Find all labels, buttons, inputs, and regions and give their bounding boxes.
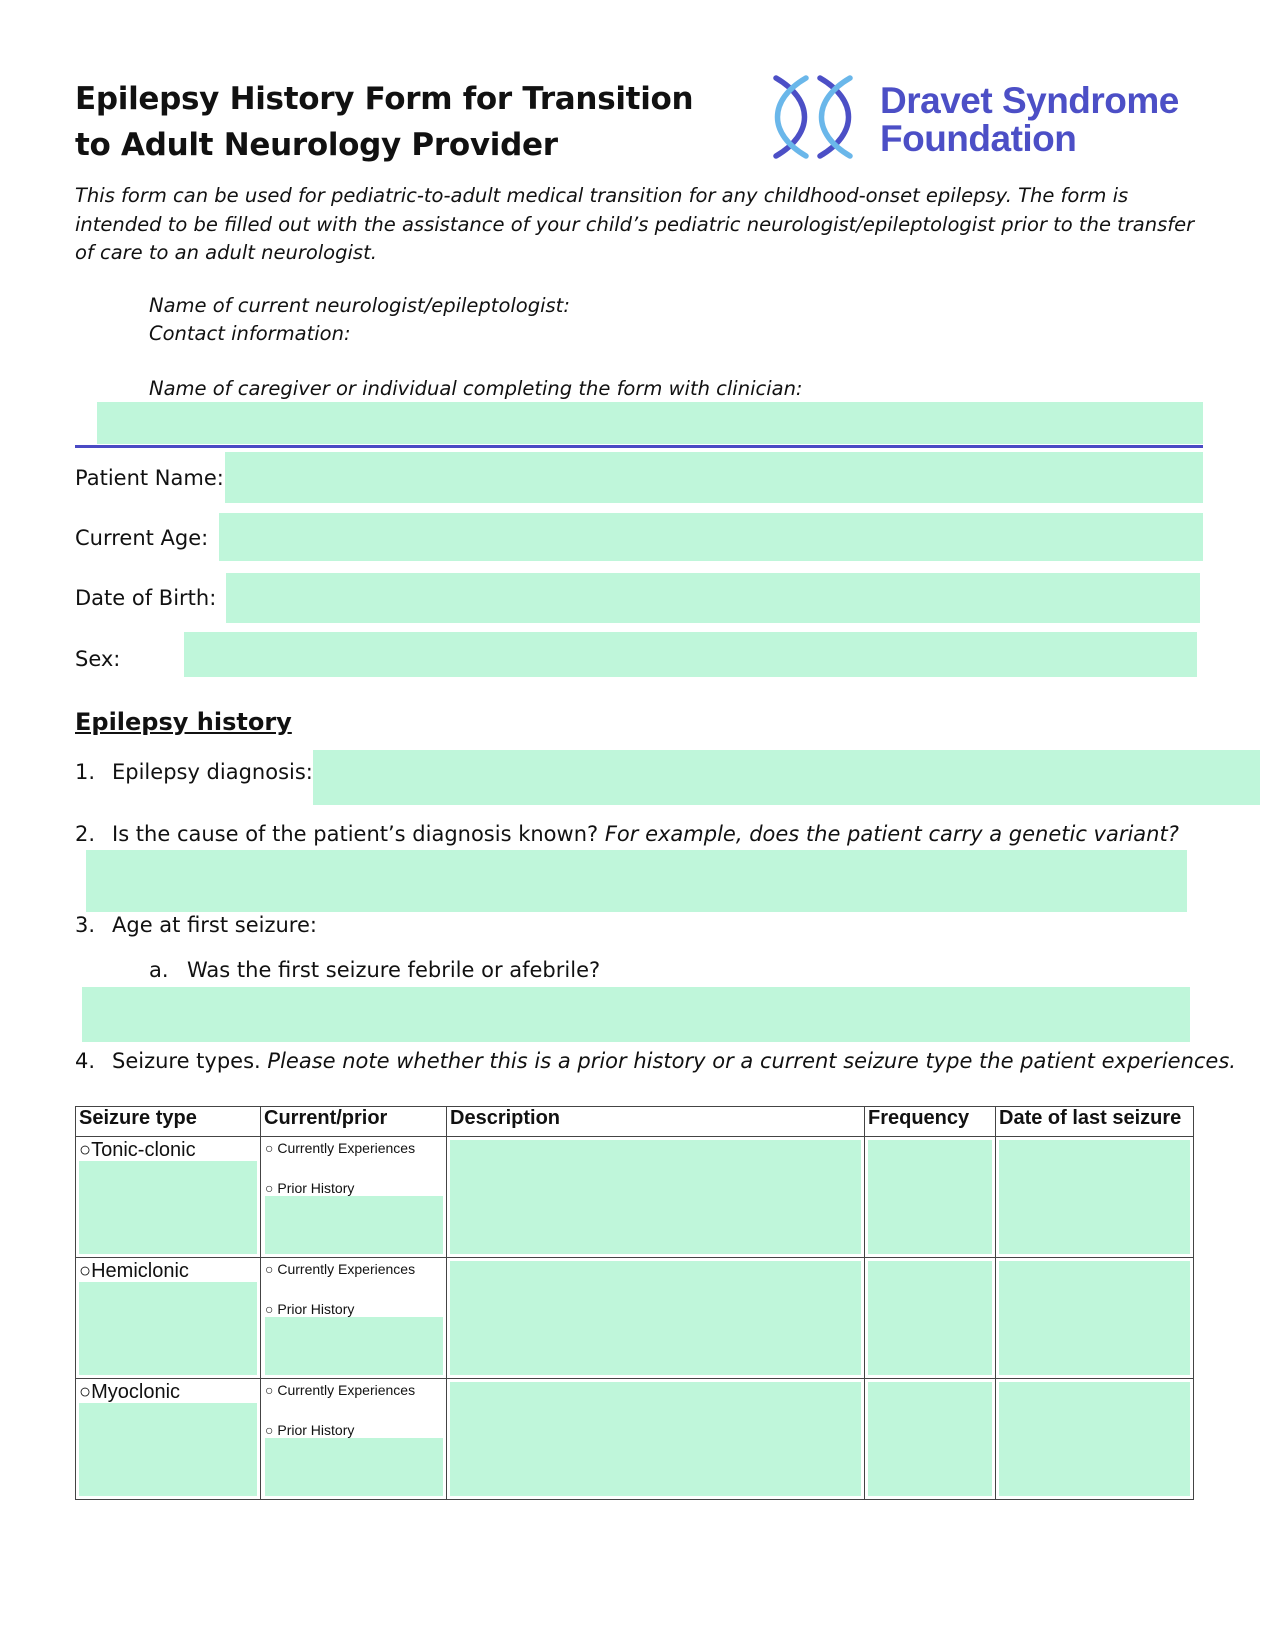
prior-option-label: Prior History [277,1422,355,1438]
frequency-field[interactable] [868,1261,992,1375]
title-line-2: to Adult Neurology Provider [75,127,558,163]
current-option[interactable] [265,1261,415,1277]
radio-circle-icon[interactable]: ○ [79,1139,92,1161]
q1-number: 1. [75,760,96,784]
current-prior-cell [261,1379,447,1500]
header-seizure-type: Seizure type [76,1107,261,1137]
caregiver-name-field[interactable] [97,402,1203,444]
prior-option[interactable] [265,1180,354,1196]
dob-field[interactable] [226,573,1200,623]
current-option[interactable] [265,1382,415,1398]
last-seizure-date-cell [996,1379,1194,1500]
radio-circle-icon[interactable]: ○ [265,1180,278,1196]
current-prior-cell [261,1137,447,1258]
description-field[interactable] [450,1140,861,1254]
q3-number: 3. [75,913,96,937]
seizure-type-option[interactable] [79,1139,196,1162]
current-prior-cell [261,1258,447,1379]
last-seizure-date-cell [996,1258,1194,1379]
sex-field[interactable] [184,632,1197,677]
frequency-field[interactable] [868,1140,992,1254]
last-seizure-date-field[interactable] [999,1382,1190,1496]
q4-hint: Please note whether this is a prior history or a current seizure type the patient experiences. [267,1049,1236,1073]
seizure-type-option[interactable] [79,1381,180,1404]
q4-number: 4. [75,1049,96,1073]
seizure-type-cell [76,1137,261,1258]
description-cell [447,1258,865,1379]
current-prior-field[interactable] [265,1196,443,1254]
dna-helix-icon [770,72,858,162]
section-divider [75,445,1203,448]
last-seizure-date-field[interactable] [999,1261,1190,1375]
logo-line-2: Foundation [880,118,1077,159]
current-age-label: Current Age: [75,526,209,550]
patient-name-label: Patient Name: [75,466,224,490]
seizure-type-cell [76,1379,261,1500]
patient-name-field[interactable] [225,452,1203,503]
current-prior-field[interactable] [265,1317,443,1375]
seizure-type-label: Myoclonic [91,1381,181,1403]
description-cell [447,1379,865,1500]
last-seizure-date-cell [996,1137,1194,1258]
title-line-1: Epilepsy History Form for Transition [75,81,694,117]
current-option-label: Currently Experiences [277,1261,416,1277]
current-prior-field[interactable] [265,1438,443,1496]
q2-question [112,822,1179,846]
caregiver-label: Name of caregiver or individual completing the form with clinician: [149,377,803,400]
seizure-type-label: Tonic-clonic [91,1139,196,1161]
table-row [76,1379,1194,1500]
current-option[interactable] [265,1140,415,1156]
header-description: Description [447,1107,865,1137]
frequency-cell [865,1137,996,1258]
foundation-logo-text [880,82,1179,158]
current-option-label: Currently Experiences [277,1382,416,1398]
q3a-label: Was the first seizure febrile or afebrile? [187,958,601,982]
seizure-type-label: Hemiclonic [91,1260,189,1282]
table-row [76,1137,1194,1258]
frequency-field[interactable] [868,1382,992,1496]
dob-label: Date of Birth: [75,586,217,610]
radio-circle-icon[interactable]: ○ [265,1261,278,1277]
current-option-label: Currently Experiences [277,1140,416,1156]
radio-circle-icon[interactable]: ○ [265,1382,278,1398]
radio-circle-icon[interactable]: ○ [265,1301,278,1317]
description-field[interactable] [450,1382,861,1496]
first-seizure-febrile-field[interactable] [82,987,1190,1042]
q3-label: Age at first seizure: [112,913,317,937]
epilepsy-history-heading: Epilepsy history [75,708,292,736]
seizure-type-option[interactable] [79,1260,189,1283]
prior-option[interactable] [265,1301,354,1317]
seizure-type-field[interactable] [79,1403,257,1496]
seizure-type-field[interactable] [79,1161,257,1254]
header-frequency: Frequency [865,1107,996,1137]
prior-option[interactable] [265,1422,354,1438]
intro-text: This form can be used for pediatric-to-adult medical transition for any childhood-onset epilepsy. The form is intended to be filled out with the assistance of your child’s pediatric neurologist/epileptologist prior to the transfer of care to an adult neurologist. [75,184,1195,264]
current-age-field[interactable] [219,513,1203,561]
header-date-last-seizure: Date of last seizure [996,1107,1194,1137]
neurologist-label: Name of current neurologist/epileptologist: [149,294,570,317]
q4-question [112,1049,1236,1073]
radio-circle-icon[interactable]: ○ [79,1381,92,1403]
header-current-prior: Current/prior [261,1107,447,1137]
q4-label: Seizure types. [112,1049,261,1073]
diagnosis-cause-field[interactable] [86,850,1187,912]
epilepsy-diagnosis-field[interactable] [313,750,1260,805]
table-header-row [76,1107,1194,1137]
radio-circle-icon[interactable]: ○ [79,1260,92,1282]
q3a-number: a. [149,958,169,982]
last-seizure-date-field[interactable] [999,1140,1190,1254]
q2-number: 2. [75,822,96,846]
prior-option-label: Prior History [277,1301,355,1317]
description-field[interactable] [450,1261,861,1375]
contact-info-label: Contact information: [149,322,351,345]
sex-label: Sex: [75,647,121,671]
table-row [76,1258,1194,1379]
radio-circle-icon[interactable]: ○ [265,1140,278,1156]
prior-option-label: Prior History [277,1180,355,1196]
seizure-types-table [75,1106,1194,1500]
q1-label: Epilepsy diagnosis: [112,760,313,784]
frequency-cell [865,1258,996,1379]
seizure-type-cell [76,1258,261,1379]
q2-label: Is the cause of the patient’s diagnosis known? [112,822,599,846]
seizure-type-field[interactable] [79,1282,257,1375]
description-cell [447,1137,865,1258]
q2-hint: For example, does the patient carry a genetic variant? [604,822,1179,846]
radio-circle-icon[interactable]: ○ [265,1422,278,1438]
frequency-cell [865,1379,996,1500]
logo-line-1: Dravet Syndrome [880,80,1179,121]
page-title [75,76,715,168]
